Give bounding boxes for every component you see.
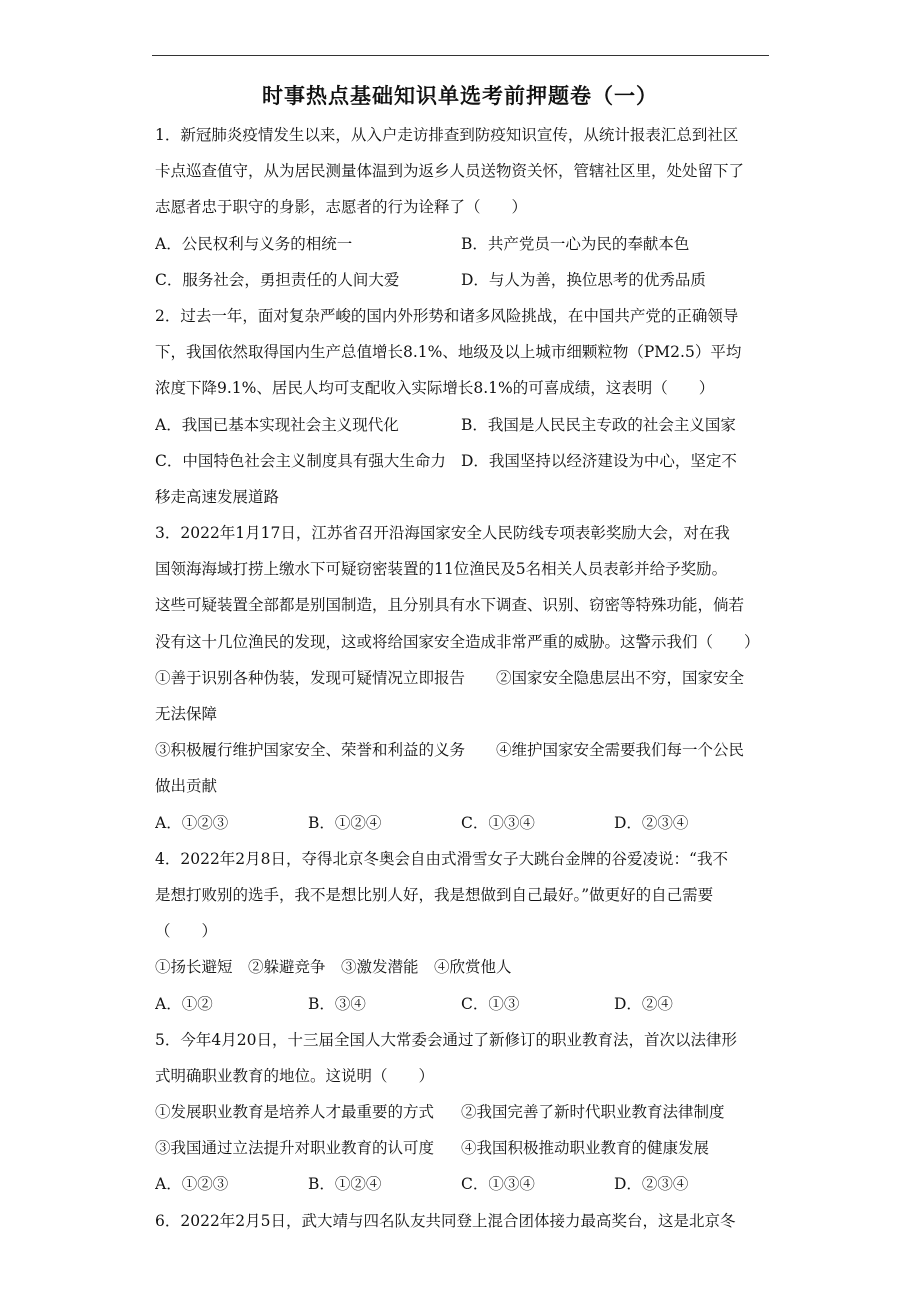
question-4-stem-line: 是想打败别的选手，我不是想比别人好，我是想做到自己最好。”做更好的自己需要 xyxy=(155,885,714,904)
question-3-option-a[interactable]: A．①②③ xyxy=(155,813,229,832)
question-5-statement: ①发展职业教育是培养人才最重要的方式 xyxy=(155,1103,435,1122)
question-5-statement: ④我国积极推动职业教育的健康发展 xyxy=(461,1139,710,1158)
question-5-option-c[interactable]: C．①③④ xyxy=(461,1175,535,1194)
question-4-options-row xyxy=(155,986,767,1022)
question-5-statements-row xyxy=(155,1094,767,1130)
question-5-option-a[interactable]: A．①②③ xyxy=(155,1175,229,1194)
question-3-stem-line: 没有这十几位渔民的发现，这或将给国家安全造成非常严重的威胁。这警示我们（ ） xyxy=(155,632,760,651)
question-3-option-b[interactable]: B．①②④ xyxy=(308,813,382,832)
question-1-options-row xyxy=(155,262,767,298)
question-2-stem-line: 2．过去一年，面对复杂严峻的国内外形势和诸多风险挑战，在中国共产党的正确领导 xyxy=(155,306,739,325)
question-1-stem-line: 志愿者忠于职守的身影，志愿者的行为诠释了（ ） xyxy=(155,198,528,217)
question-2-option-a[interactable]: A．我国已基本实现社会主义现代化 xyxy=(155,415,399,434)
question-5-statement: ②我国完善了新时代职业教育法律制度 xyxy=(461,1103,725,1122)
question-1-option-a[interactable]: A．公民权利与义务的相统一 xyxy=(155,234,353,253)
question-1-option-b[interactable]: B．共产党员一心为民的奉献本色 xyxy=(461,234,690,253)
question-4-option-c[interactable]: C．①③ xyxy=(461,994,520,1013)
page-title: 时事热点基础知识单选考前押题卷（一） xyxy=(262,84,658,108)
question-2-options-row xyxy=(155,443,767,479)
question-list xyxy=(155,117,767,1239)
question-4-stem-line: 4．2022年2月8日，夺得北京冬奥会自由式滑雪女子大跳台金牌的谷爱凌说：“我不 xyxy=(155,849,728,868)
question-3-stem-line: 这些可疑装置全部都是别国制造，且分别具有水下调查、识别、窃密等特殊功能，倘若 xyxy=(155,596,745,615)
question-3-options-row xyxy=(155,805,767,841)
question-4-stem-line: （ ） xyxy=(155,922,218,941)
question-6-stem-line: 6．2022年2月5日，武大靖与四名队友共同登上混合团体接力最高奖台，这是北京冬 xyxy=(155,1211,736,1230)
question-2-options-row xyxy=(155,407,767,443)
question-5-stem-line: 5．今年4月20日，十三届全国人大常委会通过了新修订的职业教育法，首次以法律形 xyxy=(155,1030,737,1049)
question-3-stem-line: 3．2022年1月17日，江苏省召开沿海国家安全人民防线专项表彰奖励大会，对在我 xyxy=(155,524,730,543)
question-1-option-c[interactable]: C．服务社会，勇担责任的人间大爱 xyxy=(155,270,400,289)
question-4-option-b[interactable]: B．③④ xyxy=(308,994,366,1013)
question-2-option-d-continued: 移走高速发展道路 xyxy=(155,487,280,506)
question-3-statement-line: ③积极履行维护国家安全、荣誉和利益的义务 ④维护国家安全需要我们每一个公民 xyxy=(155,741,745,760)
question-3-option-d[interactable]: D．②③④ xyxy=(614,813,689,832)
question-4-statement-line: ①扬长避短 ②躲避竞争 ③激发潜能 ④欣赏他人 xyxy=(155,958,512,977)
question-2-option-b[interactable]: B．我国是人民民主专政的社会主义国家 xyxy=(461,415,736,434)
question-5-option-d[interactable]: D．②③④ xyxy=(614,1175,689,1194)
question-2-option-c[interactable]: C．中国特色社会主义制度具有强大生命力 xyxy=(155,451,446,470)
question-4-option-d[interactable]: D．②④ xyxy=(614,994,673,1013)
question-3-statement-line: ①善于识别各种伪装，发现可疑情况立即报告 ②国家安全隐患层出不穷，国家安全 xyxy=(155,668,745,687)
question-2-stem-line: 下，我国依然取得国内生产总值增长8.1%、地级及以上城市细颗粒物（PM2.5）平均 xyxy=(155,343,742,362)
question-1-option-d[interactable]: D．与人为善，换位思考的优秀品质 xyxy=(461,270,706,289)
question-2-stem-line: 浓度下降9.1%、居民人均可支配收入实际增长8.1%的可喜成绩，这表明（ ） xyxy=(155,379,715,398)
question-4-option-a[interactable]: A．①② xyxy=(155,994,213,1013)
question-5-stem-line: 式明确职业教育的地位。这说明（ ） xyxy=(155,1066,435,1085)
question-2-option-d[interactable]: D．我国坚持以经济建设为中心，坚定不 xyxy=(461,451,737,470)
question-1-options-row xyxy=(155,226,767,262)
question-1-stem-line: 卡点巡查值守，从为居民测量体温到为返乡人员送物资关怀，管辖社区里，处处留下了 xyxy=(155,162,745,181)
question-5-statement: ③我国通过立法提升对职业教育的认可度 xyxy=(155,1139,435,1158)
question-3-statement-line: 做出贡献 xyxy=(155,777,218,796)
question-3-stem-line: 国领海海域打捞上缴水下可疑窃密装置的11位渔民及5名相关人员表彰并给予奖励。 xyxy=(155,560,728,579)
header-rule xyxy=(152,55,769,56)
question-5-option-b[interactable]: B．①②④ xyxy=(308,1175,382,1194)
question-3-statement-line: 无法保障 xyxy=(155,705,218,723)
question-5-statements-row xyxy=(155,1130,767,1166)
question-5-options-row xyxy=(155,1166,767,1202)
question-1-stem-line: 1．新冠肺炎疫情发生以来，从入户走访排查到防疫知识宣传，从统计报表汇总到社区 xyxy=(155,126,739,144)
question-3-option-c[interactable]: C．①③④ xyxy=(461,813,535,832)
